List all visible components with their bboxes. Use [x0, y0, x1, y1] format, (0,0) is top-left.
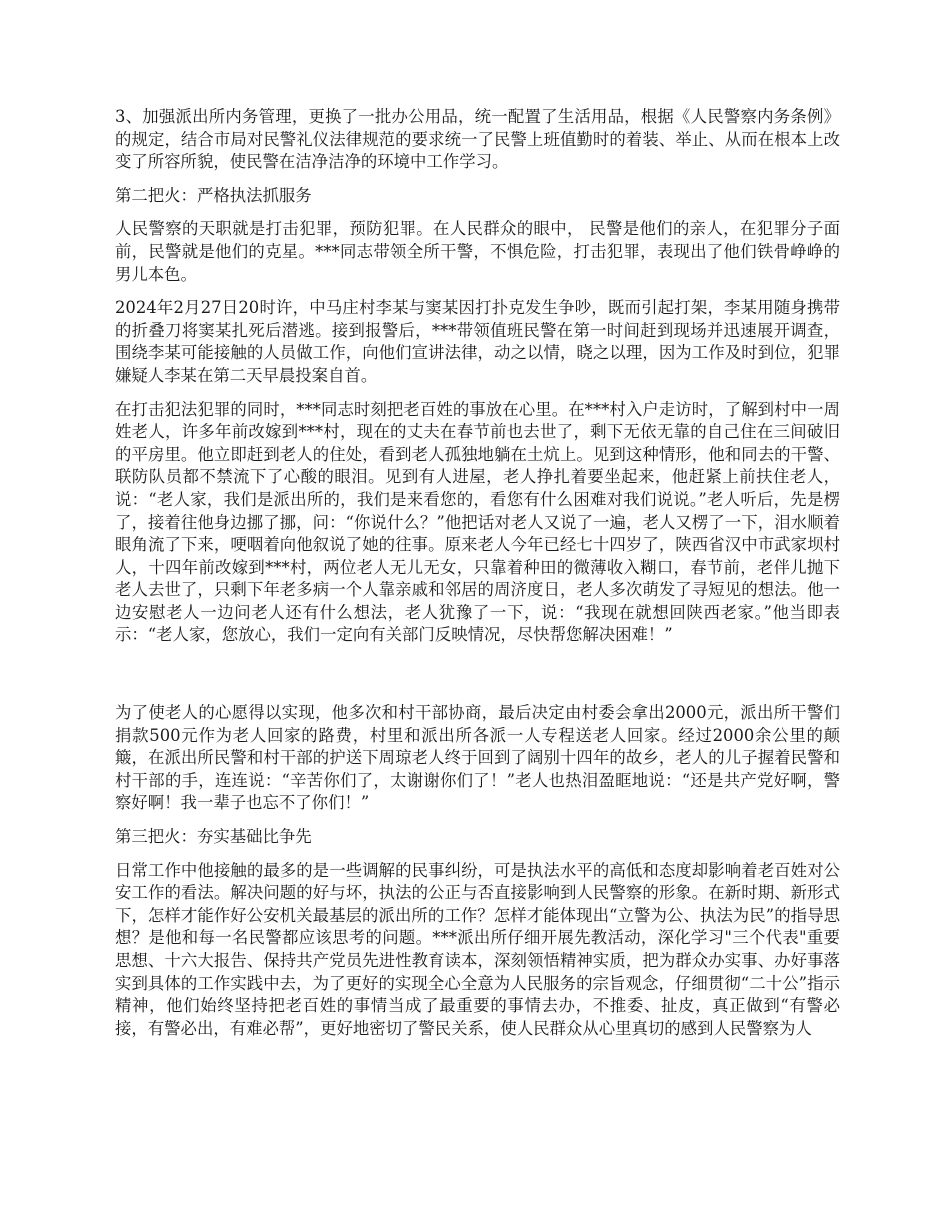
section-heading-second: 第二把火：严格执法抓服务 — [115, 185, 312, 205]
paragraph-return-home: 为了使老人的心愿得以实现，他多次和村干部协商，最后决定由村委会拿出2000元，派出所干警们捐款500元作为老人回家的路费，村里和派出所各派一人专程送老人回家。经过2000余公里的颠簸，在派出所民警和村干部的护送下周琼老人终于回到了阔别十四年的故乡，老人的儿子握着民警和村干部的手，连连说：“辛苦你们了，太谢谢你们了！”老人也热泪盈眶地说：“还是共产党好啊，警察好啊！我一辈子也忘不了你们！” — [115, 703, 840, 813]
paragraph-police-duty: 人民警察的天职就是打击犯罪，预防犯罪。在人民群众的眼中， 民警是他们的亲人，在犯罪分子面前，民警就是他们的克星。***同志带领全所干警，不惧危险，打击犯罪，表现出了他们铁骨峥峥的男儿本色。 — [115, 219, 840, 284]
paragraph-case-report: 2024年2月27日20时许，中马庄村李某与窦某因打扑克发生争吵，既而引起打架，李某用随身携带的折叠刀将窦某扎死后潜逃。接到报警后，***带领值班民警在第一时间赶到现场并迅速展开调查，围绕李某可能接触的人员做工作，向他们宣讲法律，动之以情，晓之以理，因为工作及时到位，犯罪嫌疑人李某在第二天早晨投案自首。 — [115, 298, 840, 385]
document-body — [115, 106, 840, 1051]
paragraph-spacer — [115, 658, 840, 702]
paragraph-internal-management: 3、加强派出所内务管理，更换了一批办公用品，统一配置了生活用品，根据《人民警察内务条例》的规定，结合市局对民警礼仪法律规范的要求统一了民警上班值勤时的着装、举止、从而在根本上改变了所容所貌，使民警在洁净洁净的环境中工作学习。 — [115, 107, 840, 172]
paragraph-daily-work: 日常工作中他接触的最多的是一些调解的民事纠纷，可是执法水平的高低和态度却影响着老百姓对公安工作的看法。解决问题的好与坏，执法的公正与否直接影响到人民警察的形象。在新时期、新形式下，怎样才能作好公安机关最基层的派出所的工作？怎样才能体现出“立警为公、执法为民”的指导思想？是他和每一名民警都应该思考的问题。***派出所仔细开展先教活动，深化学习"三个代表"重要思想、十六大报告、保持共产党员先进性教育读本，深刻领悟精神实质，把为群众办实事、办好事落实到具体的工作实践中去，为了更好的实现全心全意为人民服务的宗旨观念，仔细贯彻“二十公”指示精神，他们始终坚持把老百姓的事情当成了最重要的事情去办，不推委、扯皮，真正做到“有警必接，有警必出，有难必帮”，更好地密切了警民关系，使人民群众从心里真切的感到人民警察为人 — [115, 860, 840, 1038]
paragraph-elderly-visit: 在打击犯法犯罪的同时，***同志时刻把老百姓的事放在心里。在***村入户走访时，了解到村中一周姓老人，许多年前改嫁到***村，现在的丈夫在春节前也去世了，剩下无依无靠的自己住在三间破旧的平房里。他立即赶到老人的住处，看到老人孤独地躺在土炕上。见到这种情形，他和同去的干警、联防队员都不禁流下了心酸的眼泪。见到有人进屋，老人挣扎着要坐起来，他赶紧上前扶住老人，说：“老人家，我们是派出所的，我们是来看您的，看您有什么困难对我们说说。”老人听后，先是楞了，接着往他身边挪了挪，问：“你说什么？”他把话对老人又说了一遍，老人又楞了一下，泪水顺着眼角流了下来，哽咽着向他叙说了她的往事。原来老人今年已经七十四岁了，陕西省汉中市武家坝村人，十四年前改嫁到***村，两位老人无儿无女，只靠着种田的微薄收入糊口，春节前，老伴儿抛下老人去世了，只剩下年老多病一个人靠亲戚和邻居的周济度日，老人多次萌发了寻短见的想法。他一边安慰老人一边问老人还有什么想法，老人犹豫了一下，说：“我现在就想回陕西老家。”他当即表示：“老人家，您放心，我们一定向有关部门反映情况，尽快帮您解决困难！” — [115, 399, 840, 645]
section-heading-third: 第三把火：夯实基础比争先 — [115, 827, 312, 847]
